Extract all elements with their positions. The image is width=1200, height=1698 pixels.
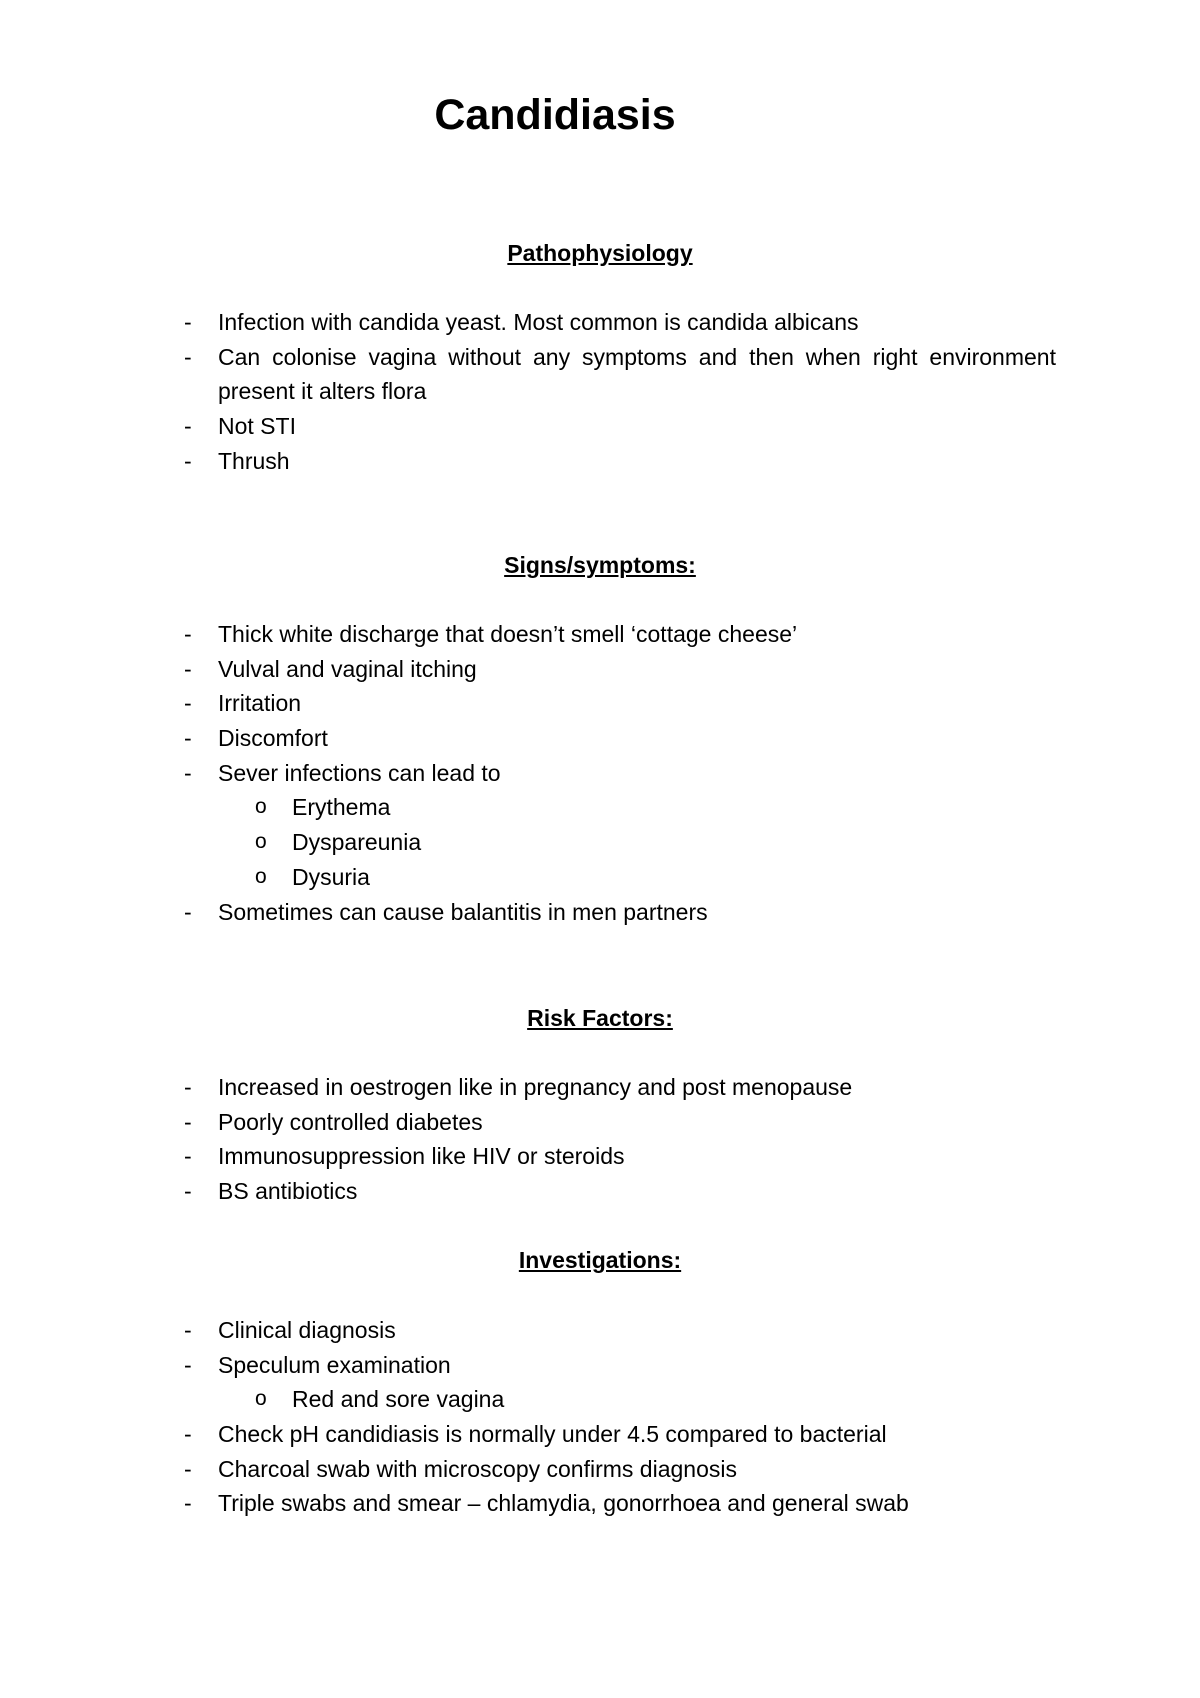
list-item-text: Charcoal swab with microscopy confirms diagnosis xyxy=(218,1455,737,1482)
sub-list-item xyxy=(0,860,1200,895)
list-item-text: Sometimes can cause balantitis in men partners xyxy=(218,898,708,925)
heading-signs-symptoms: Signs/symptoms: xyxy=(504,552,696,578)
list-signs-symptoms xyxy=(0,617,1200,929)
list-item-text: Vulval and vaginal itching xyxy=(218,655,477,682)
dash-bullet: - xyxy=(184,447,192,474)
dash-bullet: - xyxy=(184,1143,192,1170)
dash-bullet: - xyxy=(184,690,192,717)
heading-pathophysiology: Pathophysiology xyxy=(507,240,693,266)
dash-bullet: - xyxy=(184,413,192,440)
list-item-text: Poorly controlled diabetes xyxy=(218,1108,483,1135)
dash-bullet: - xyxy=(184,1074,192,1100)
list-item xyxy=(0,305,1200,340)
dash-bullet: - xyxy=(184,309,192,335)
sub-list-item xyxy=(0,825,1200,860)
dash-bullet: - xyxy=(184,759,192,786)
sub-list-item xyxy=(0,1382,1200,1417)
list-item-text: Dyspareunia xyxy=(292,829,422,856)
list-item-text: Clinical diagnosis xyxy=(218,1317,396,1343)
list-item-text: Check pH candidiasis is normally under 4.5 compared to bacterial xyxy=(218,1421,887,1448)
list-item-text: Thrush xyxy=(218,447,290,474)
list-item xyxy=(0,1348,1200,1383)
circle-bullet: o xyxy=(255,1387,267,1411)
circle-bullet: o xyxy=(255,864,267,888)
dash-bullet: - xyxy=(184,343,192,370)
list-item-text: Irritation xyxy=(218,690,302,717)
list-item-text: Sever infections can lead to xyxy=(218,759,501,786)
dash-bullet: - xyxy=(184,1490,192,1517)
list-item xyxy=(0,1105,1200,1140)
dash-bullet: - xyxy=(184,1108,192,1135)
list-item-text: BS antibiotics xyxy=(218,1178,358,1205)
list-item-text: Speculum examination xyxy=(218,1351,451,1378)
dash-bullet: - xyxy=(184,1178,192,1205)
dash-bullet: - xyxy=(184,898,192,925)
list-item-text: Increased in oestrogen like in pregnancy and post menopause xyxy=(218,1074,853,1100)
dash-bullet: - xyxy=(184,655,192,682)
list-item-text: Immunosuppression like HIV or steroids xyxy=(218,1143,625,1170)
circle-bullet: o xyxy=(255,795,267,819)
list-item xyxy=(0,409,1200,444)
circle-bullet: o xyxy=(255,830,267,854)
list-item-text: Can colonise vagina without any symptoms and then when right environment present it alters flora xyxy=(218,343,1056,405)
dash-bullet: - xyxy=(184,1421,192,1448)
list-item xyxy=(0,686,1200,721)
list-item xyxy=(0,444,1200,479)
list-item xyxy=(0,652,1200,687)
heading-investigations: Investigations: xyxy=(518,1247,682,1273)
list-item xyxy=(0,1452,1200,1487)
list-risk-factors xyxy=(0,1070,1200,1209)
list-investigations xyxy=(0,1313,1200,1521)
list-item xyxy=(0,340,1200,409)
dash-bullet: - xyxy=(184,725,192,752)
dash-bullet: - xyxy=(184,1317,192,1343)
list-item xyxy=(0,895,1200,930)
list-item-text: Dysuria xyxy=(292,863,370,890)
list-item xyxy=(0,1174,1200,1209)
list-item xyxy=(0,721,1200,756)
list-item-text: Thick white discharge that doesn’t smell ‘cottage cheese’ xyxy=(218,621,798,647)
dash-bullet: - xyxy=(184,1455,192,1482)
document-title: Candidiasis xyxy=(434,91,676,139)
list-pathophysiology xyxy=(0,305,1200,478)
sub-list-item xyxy=(0,790,1200,825)
list-item-text: Red and sore vagina xyxy=(292,1386,505,1413)
list-item xyxy=(0,1070,1200,1105)
list-item-text: Triple swabs and smear – chlamydia, gonorrhoea and general swab xyxy=(218,1490,909,1517)
heading-risk-factors: Risk Factors: xyxy=(527,1005,673,1031)
dash-bullet: - xyxy=(184,1351,192,1378)
list-item xyxy=(0,1486,1200,1521)
list-item xyxy=(0,1417,1200,1452)
list-item-text: Infection with candida yeast. Most common is candida albicans xyxy=(218,309,859,335)
list-item-text: Discomfort xyxy=(218,725,328,752)
list-item xyxy=(0,617,1200,652)
dash-bullet: - xyxy=(184,621,192,647)
list-item-text: Not STI xyxy=(218,413,296,440)
list-item-text: Erythema xyxy=(292,794,391,821)
list-item xyxy=(0,756,1200,791)
list-item xyxy=(0,1313,1200,1348)
list-item xyxy=(0,1139,1200,1174)
